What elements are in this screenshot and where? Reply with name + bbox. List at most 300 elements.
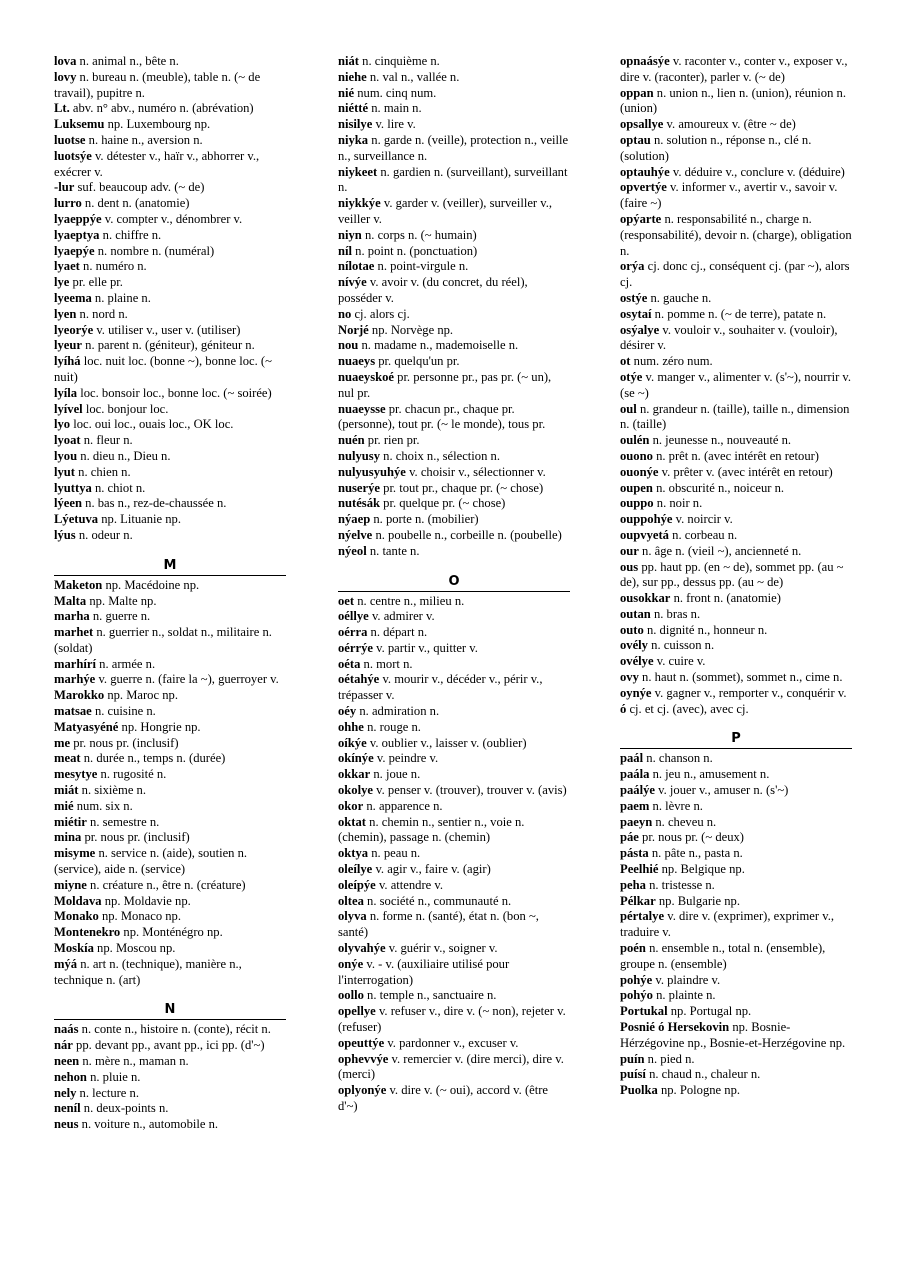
dictionary-entry (54, 386, 286, 402)
headword: oplyonýe (338, 1083, 387, 1098)
definition: n. armée n. (99, 656, 156, 671)
headword: mié (54, 798, 74, 813)
headword: opeuttýe (338, 1035, 385, 1050)
dictionary-entry (54, 799, 286, 815)
headword: nuserýe (338, 480, 380, 495)
dictionary-entry (620, 1004, 852, 1020)
dictionary-entry (54, 275, 286, 291)
headword: Lýetuva (54, 512, 99, 527)
letter-section (620, 731, 846, 1099)
entry-list (338, 594, 570, 1115)
headword: paál (620, 751, 644, 766)
dictionary-entry (620, 702, 852, 718)
dictionary-entry (54, 672, 286, 688)
definition: v. attendre v. (378, 877, 444, 892)
headword: ouppo (620, 496, 654, 511)
dictionary-entry (54, 70, 286, 102)
definition: np. Belgique np. (661, 862, 745, 877)
headword: oétahýe (338, 672, 380, 687)
dictionary-entry (54, 449, 286, 465)
dictionary-entry (620, 117, 852, 133)
dictionary-entry (620, 607, 852, 623)
dictionary-entry (338, 338, 570, 354)
dictionary-entry (54, 307, 286, 323)
headword: oet (338, 593, 355, 608)
definition: pr. personne pr., pas pr. (~ un), nul pr. (338, 369, 552, 400)
definition: n. lèvre n. (652, 798, 703, 813)
headword: ouonýe (620, 464, 659, 479)
headword: oltea (338, 893, 364, 908)
dictionary-entry (54, 830, 286, 846)
definition: v. guerre n. (faire la ~), guerroyer v. (98, 672, 279, 687)
definition: n. jeu n., amusement n. (652, 767, 770, 782)
section-heading: P (620, 731, 852, 749)
headword: lyaeptya (54, 227, 100, 242)
definition: np. Malte np. (89, 593, 157, 608)
dictionary-entry (54, 512, 286, 528)
headword: ostýe (620, 290, 648, 305)
definition: n. parent n. (géniteur), géniteur n. (85, 338, 255, 353)
definition: np. Luxembourg np. (107, 117, 211, 132)
dictionary-entry (620, 846, 852, 862)
dictionary-entry (54, 783, 286, 799)
headword: nýeol (338, 543, 367, 558)
definition: v. penser v. (trouver), trouver v. (avis) (376, 783, 567, 798)
headword: naás (54, 1022, 79, 1037)
entry-list (54, 578, 286, 989)
headword: Malta (54, 593, 87, 608)
definition: n. chanson n. (646, 751, 713, 766)
headword: Lt. (54, 101, 70, 116)
headword: neen (54, 1054, 80, 1069)
headword: lye (54, 275, 70, 290)
headword: lyeema (54, 290, 92, 305)
headword: oul (620, 401, 637, 416)
definition: n. gauche n. (650, 290, 712, 305)
headword: optauhýe (620, 164, 670, 179)
definition: n. garde n. (veille), protection n., veille n., surveillance n. (338, 132, 569, 163)
definition: v. mourir v., décéder v., périr v., trépasser v. (338, 672, 543, 703)
headword: oupvyetá (620, 527, 669, 542)
headword: ouono (620, 448, 653, 463)
dictionary-entry (54, 815, 286, 831)
headword: nié (338, 85, 355, 100)
headword: lyeorýe (54, 322, 94, 337)
definition: v. - v. (auxiliaire utilisé pour l'interrogation) (338, 956, 510, 987)
definition: n. admiration n. (359, 704, 440, 719)
definition: v. jouer v., amuser n. (s'~) (658, 783, 789, 798)
headword: ouppohýe (620, 512, 673, 527)
definition: v. pardonner v., excuser v. (387, 1035, 519, 1050)
dictionary-entry (620, 799, 852, 815)
definition: pr. nous pr. (inclusif) (73, 735, 179, 750)
definition: n. temple n., sanctuaire n. (367, 988, 497, 1003)
headword: oulén (620, 433, 650, 448)
headword: miétir (54, 814, 87, 829)
definition: pr. nous pr. (inclusif) (84, 830, 190, 845)
definition: loc. bonsoir loc., bonne loc. (~ soirée) (80, 385, 272, 400)
dictionary-entry (338, 704, 570, 720)
definition: np. Portugal np. (670, 1004, 752, 1019)
dictionary-entry (54, 720, 286, 736)
dictionary-entry (620, 1067, 852, 1083)
definition: n. art n. (technique), manière n., technique n. (art) (54, 956, 242, 987)
headword: lovy (54, 69, 77, 84)
definition: n. chiffre n. (102, 227, 162, 242)
headword: olyva (338, 909, 367, 924)
definition: n. animal n., bête n. (79, 54, 179, 68)
dictionary-entry (338, 275, 570, 307)
dictionary-entry (620, 323, 852, 355)
headword: paálýe (620, 783, 655, 798)
dictionary-entry (338, 672, 570, 704)
section-heading: N (54, 1002, 286, 1020)
dictionary-entry (620, 481, 852, 497)
headword: no (338, 306, 352, 321)
definition: n. chiot n. (94, 480, 146, 495)
definition: n. haine n., aversion n. (88, 132, 203, 147)
dictionary-entry (620, 623, 852, 639)
dictionary-entry (620, 751, 852, 767)
dictionary-entry (338, 736, 570, 752)
dictionary-entry (620, 783, 852, 799)
definition: n. service n. (aide), soutien n. (service), aide n. (service) (54, 846, 248, 877)
headword: lurro (54, 196, 82, 211)
headword: miát (54, 783, 79, 798)
definition: n. cuisine n. (94, 704, 156, 719)
headword: ovy (620, 670, 639, 685)
definition: v. cuire v. (656, 654, 706, 669)
definition: n. pluie n. (90, 1069, 141, 1084)
dictionary-entry (338, 354, 570, 370)
headword: lyoat (54, 433, 81, 448)
entry-list (54, 1022, 286, 1133)
definition: n. âge n. (vieil ~), ancienneté n. (642, 543, 802, 558)
definition: n. chaud n., chaleur n. (649, 1067, 761, 1082)
headword: lyíla (54, 385, 78, 400)
dictionary-entry (338, 544, 570, 560)
dictionary-entry (54, 736, 286, 752)
headword: misyme (54, 846, 96, 861)
headword: Marokko (54, 688, 105, 703)
definition: n. cinquième n. (362, 54, 440, 68)
definition: np. Macédoine np. (105, 577, 200, 592)
headword: Matyasyéné (54, 719, 119, 734)
definition: n. pied n. (647, 1051, 695, 1066)
definition: n. cuisson n. (651, 638, 715, 653)
headword: niehe (338, 69, 367, 84)
dictionary-entry (54, 433, 286, 449)
headword: paála (620, 767, 650, 782)
dictionary-entry (54, 609, 286, 625)
dictionary-column (54, 54, 338, 1234)
dictionary-entry (54, 957, 286, 989)
definition: v. noircir v. (675, 512, 733, 527)
definition: n. dent n. (anatomie) (84, 196, 190, 211)
dictionary-entry (620, 354, 852, 370)
definition: n. noir n. (656, 496, 703, 511)
headword: nílotae (338, 259, 375, 274)
headword: luotsýe (54, 148, 92, 163)
dictionary-entry (620, 307, 852, 323)
definition: v. plaindre v. (655, 972, 721, 987)
dictionary-entry (620, 449, 852, 465)
definition: loc. nuit loc. (bonne ~), bonne loc. (~ nuit) (54, 354, 272, 384)
headword: Peelhié (620, 862, 659, 877)
definition: n. val n., vallée n. (369, 69, 460, 84)
definition: num. cinq num. (357, 85, 437, 100)
dictionary-entry (620, 1083, 852, 1099)
entry-list (620, 751, 852, 1099)
dictionary-entry (338, 815, 570, 847)
dictionary-entry (54, 117, 286, 133)
headword: Luksemu (54, 117, 105, 132)
headword: nýaep (338, 512, 371, 527)
definition: n. corbeau n. (672, 527, 738, 542)
headword: niyn (338, 227, 362, 242)
dictionary-entry (54, 1070, 286, 1086)
dictionary-entry (54, 625, 286, 657)
headword: matsae (54, 704, 92, 719)
dictionary-entry (54, 323, 286, 339)
dictionary-entry (338, 402, 570, 434)
section-heading: O (338, 574, 570, 592)
definition: n. mort n. (363, 656, 413, 671)
dictionary-entry (54, 133, 286, 149)
headword: lýus (54, 527, 76, 542)
headword: lyaepýe (54, 243, 95, 258)
dictionary-entry (338, 1052, 570, 1084)
headword: Moldava (54, 893, 102, 908)
headword: Norjé (338, 322, 369, 337)
definition: n. lecture n. (79, 1085, 139, 1100)
headword: osytaí (620, 306, 652, 321)
definition: v. manger v., alimenter v. (s'~), nourrir v. (se ~) (620, 369, 852, 400)
headword: me (54, 735, 71, 750)
definition: pp. devant pp., avant pp., ici pp. (d'~) (76, 1038, 265, 1053)
definition: pr. elle pr. (72, 275, 123, 290)
dictionary-entry (620, 433, 852, 449)
headword: oollo (338, 988, 364, 1003)
dictionary-entry (338, 133, 570, 165)
headword: puísí (620, 1067, 646, 1082)
definition: n. jeunesse n., nouveauté n. (652, 433, 792, 448)
dictionary-entry (620, 862, 852, 878)
definition: np. Moscou np. (97, 941, 176, 956)
headword: opýarte (620, 211, 662, 226)
dictionary-entry (338, 307, 570, 323)
dictionary-entry (338, 909, 570, 941)
dictionary-entry (338, 259, 570, 275)
definition: pr. quelque pr. (~ chose) (383, 496, 506, 511)
definition: n. bras n. (653, 606, 701, 621)
headword: ophevvýe (338, 1051, 389, 1066)
headword: marhýe (54, 672, 96, 687)
definition: v. remercier v. (dire merci), dire v. (merci) (338, 1051, 564, 1082)
dictionary-entry (54, 846, 286, 878)
definition: v. gagner v., remporter v., conquérir v. (654, 685, 847, 700)
headword: Montenekro (54, 925, 121, 940)
headword: opnaásýe (620, 54, 670, 68)
definition: pr. rien pr. (367, 433, 420, 448)
definition: pr. chacun pr., chaque pr. (personne), tout pr. (~ le monde), tous pr. (338, 401, 546, 432)
definition: np. Maroc np. (107, 688, 178, 703)
headword: okínýe (338, 751, 374, 766)
dictionary-entry (54, 925, 286, 941)
definition: np. Bosnie-Hérzégovine np., Bosnie-et-Herzégovine np. (620, 1020, 846, 1050)
dictionary-entry (620, 894, 852, 910)
definition: cj. donc cj., conséquent cj. (par ~), alors cj. (620, 259, 850, 290)
headword: outo (620, 622, 644, 637)
dictionary-entry (338, 465, 570, 481)
headword: niykeet (338, 164, 378, 179)
headword: marha (54, 609, 90, 624)
dictionary-entry (54, 496, 286, 512)
definition: n. peau n. (371, 846, 421, 861)
dictionary-entry (620, 973, 852, 989)
definition: v. détester v., haïr v., abhorrer v., exécrer v. (54, 148, 260, 179)
definition: n. plainte n. (656, 988, 716, 1003)
definition: v. amoureux v. (être ~ de) (666, 117, 796, 132)
entry-list (338, 54, 570, 560)
definition: v. raconter v., conter v., exposer v., dire v. (raconter), parler v. (~ de) (620, 54, 848, 84)
dictionary-entry (338, 799, 570, 815)
entry-list (54, 54, 286, 544)
headword: olyvahýe (338, 941, 386, 956)
definition: n. nord n. (79, 306, 128, 321)
headword: nuén (338, 433, 365, 448)
dictionary-entry (54, 1054, 286, 1070)
headword: mesytye (54, 767, 98, 782)
dictionary-entry (338, 767, 570, 783)
headword: otýe (620, 369, 643, 384)
definition: n. union n., lien n. (union), réunion n. (union) (620, 85, 846, 116)
dictionary-column (338, 54, 620, 1234)
dictionary-entry (54, 417, 286, 433)
dictionary-entry (54, 338, 286, 354)
definition: n. fleur n. (83, 433, 133, 448)
definition: n. nombre n. (numéral) (97, 243, 215, 258)
dictionary-entry (338, 894, 570, 910)
headword: pértalye (620, 909, 665, 924)
definition: n. guerre n. (92, 609, 151, 624)
dictionary-entry (338, 86, 570, 102)
headword: lyível (54, 401, 83, 416)
definition: n. chien n. (78, 464, 131, 479)
headword: okkar (338, 767, 371, 782)
headword: Moskía (54, 941, 94, 956)
dictionary-entry (338, 657, 570, 673)
headword: neníl (54, 1101, 81, 1116)
headword: ous (620, 559, 639, 574)
headword: Puolka (620, 1083, 658, 1098)
headword: oppan (620, 85, 654, 100)
definition: np. Lituanie np. (101, 512, 181, 527)
dictionary-entry (338, 783, 570, 799)
definition: v. dire v. (~ oui), accord v. (être d'~) (338, 1083, 549, 1113)
dictionary-entry (54, 578, 286, 594)
definition: n. tristesse n. (649, 877, 715, 892)
definition: v. refuser v., dire v. (~ non), rejeter v. (refuser) (338, 1004, 566, 1035)
definition: v. prêter v. (avec intérêt en retour) (661, 464, 833, 479)
definition: n. créature n., être n. (créature) (90, 877, 246, 892)
dictionary-entry (54, 688, 286, 704)
dictionary-entry (620, 291, 852, 307)
headword: lýeen (54, 496, 82, 511)
dictionary-entry (620, 878, 852, 894)
definition: n. apparence n. (366, 798, 443, 813)
definition: n. responsabilité n., charge n. (responsabilité), devoir n. (charge), obligation n. (620, 211, 852, 258)
headword: nívýe (338, 275, 367, 290)
definition: n. forme n. (santé), état n. (bon ~, santé) (338, 909, 539, 940)
definition: v. lire v. (375, 117, 416, 132)
definition: v. oublier v., laisser v. (oublier) (369, 735, 527, 750)
definition: n. odeur n. (78, 527, 133, 542)
dictionary-entry (54, 228, 286, 244)
definition: n. conte n., histoire n. (conte), récit n. (81, 1022, 271, 1037)
definition: n. obscurité n., noiceur n. (656, 480, 785, 495)
dictionary-entry (620, 686, 852, 702)
definition: pp. haut pp. (en ~ de), sommet pp. (au ~ de), sur pp., dessus pp. (au ~ de) (620, 559, 844, 590)
dictionary-entry (54, 1101, 286, 1117)
dictionary-entry (54, 1117, 286, 1133)
dictionary-entry (338, 609, 570, 625)
dictionary-entry (620, 1052, 852, 1068)
headword: okor (338, 798, 364, 813)
definition: v. guérir v., soigner v. (388, 941, 498, 956)
dictionary-entry (620, 909, 852, 941)
definition: cj. alors cj. (354, 306, 410, 321)
headword: oéy (338, 704, 357, 719)
headword: oíkýe (338, 735, 367, 750)
definition: v. informer v., avertir v., savoir v. (faire ~) (620, 180, 838, 211)
headword: nýelve (338, 527, 373, 542)
dictionary-entry (620, 496, 852, 512)
dictionary-entry (338, 481, 570, 497)
dictionary-entry (54, 751, 286, 767)
dictionary-entry (54, 481, 286, 497)
definition: n. ensemble n., total n. (ensemble), groupe n. (ensemble) (620, 941, 826, 971)
dictionary-entry (54, 465, 286, 481)
headword: optau (620, 132, 651, 147)
dictionary-entry (338, 1083, 570, 1115)
headword: lyut (54, 464, 75, 479)
dictionary-entry (620, 212, 852, 259)
definition: pr. quelqu'un pr. (378, 354, 460, 369)
section-heading: M (54, 558, 286, 576)
dictionary-entry (54, 909, 286, 925)
definition: n. haut n. (sommet), sommet n., cime n. (642, 670, 843, 685)
dictionary-entry (620, 528, 852, 544)
definition: np. Moldavie np. (104, 893, 191, 908)
dictionary-entry (338, 54, 570, 70)
headword: ousokkar (620, 591, 671, 606)
definition: n. semestre n. (90, 814, 160, 829)
definition: n. main n. (371, 101, 422, 116)
dictionary-entry (338, 101, 570, 117)
definition: np. Bulgarie np. (658, 893, 740, 908)
dictionary-entry (54, 402, 286, 418)
headword: nuaeyskoé (338, 369, 394, 384)
definition: n. bas n., rez-de-chaussée n. (85, 496, 227, 511)
dictionary-entry (54, 704, 286, 720)
definition: n. dieu n., Dieu n. (80, 448, 171, 463)
headword: mina (54, 830, 82, 845)
headword: Posnié ó Hersekovin (620, 1020, 730, 1035)
letter-section (54, 54, 338, 544)
headword: níl (338, 243, 353, 258)
dictionary-entry (338, 1004, 570, 1036)
